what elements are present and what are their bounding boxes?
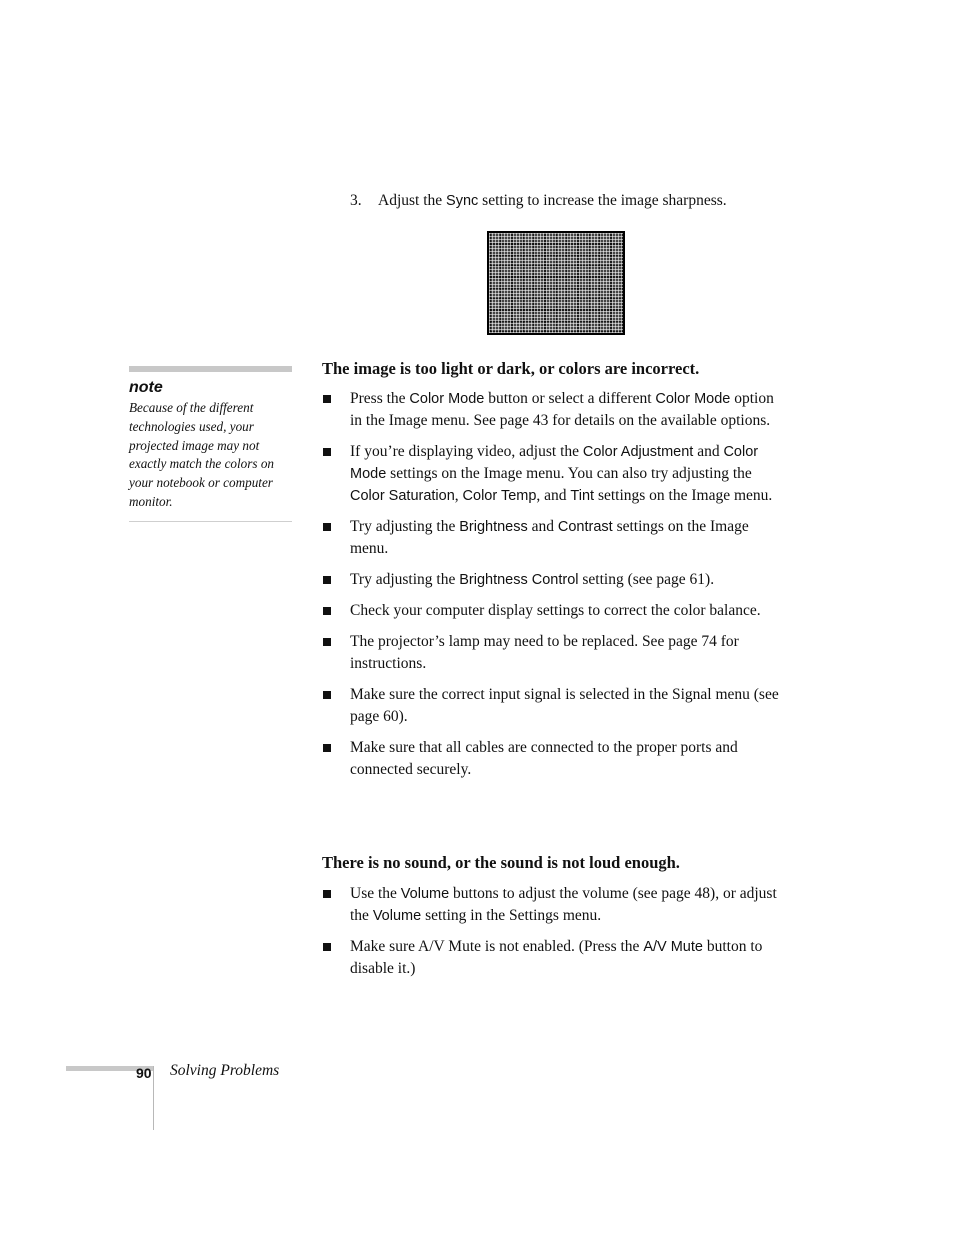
note-divider [129,521,292,522]
step-3: 3. Adjust the Sync setting to increase the image sharpness. [350,190,780,212]
list-item: Press the Color Mode button or select a different Color Mode option in the Image menu. See page 43 for details on the available options. [322,388,788,432]
sync-setting-name: Sync [446,193,479,209]
bullet-icon [323,744,331,752]
bullet-icon [323,395,331,403]
list-item: Try adjusting the Brightness Control setting (see page 61). [322,569,788,591]
bullet-icon [323,448,331,456]
sound-list [322,883,788,989]
note-title: note [129,379,163,396]
list-item: Try adjusting the Brightness and Contrast settings on the Image menu. [322,516,788,560]
footer-section-title: Solving Problems [170,1062,280,1079]
page-number: 90 [136,1065,152,1081]
list-item: The projector’s lamp may need to be replaced. See page 74 for instructions. [322,631,788,675]
list-item: If you’re displaying video, adjust the Color Adjustment and Color Mode settings on the Image menu. You can also try adjusting the Color Saturation, Color Temp, and Tint settings on the Image menu. [322,441,788,507]
sync-pattern-image [487,231,625,335]
bullet-icon [323,576,331,584]
list-item: Make sure that all cables are connected to the proper ports and connected securely. [322,737,788,781]
image-colors-list [322,388,788,790]
bullet-icon [323,607,331,615]
note-body: Because of the different technologies used, your projected image may not exactly match the colors on your notebook or computer monitor. [129,400,275,509]
bullet-icon [323,638,331,646]
bullet-icon [323,691,331,699]
bullet-icon [323,523,331,531]
section-heading-image-colors: The image is too light or dark, or colors are incorrect. [322,359,700,378]
bullet-icon [323,890,331,898]
list-item: Make sure A/V Mute is not enabled. (Press the A/V Mute button to disable it.) [322,936,788,980]
footer-divider [153,1066,154,1130]
bullet-icon [323,943,331,951]
list-item: Use the Volume buttons to adjust the volume (see page 48), or adjust the Volume setting in the Settings menu. [322,883,788,927]
note-bar [129,366,292,372]
list-item: Check your computer display settings to correct the color balance. [322,600,788,622]
step-number: 3. [350,192,362,209]
list-item: Make sure the correct input signal is selected in the Signal menu (see page 60). [322,684,788,728]
note-sidebar [129,366,292,522]
section-heading-sound: There is no sound, or the sound is not loud enough. [322,853,680,872]
